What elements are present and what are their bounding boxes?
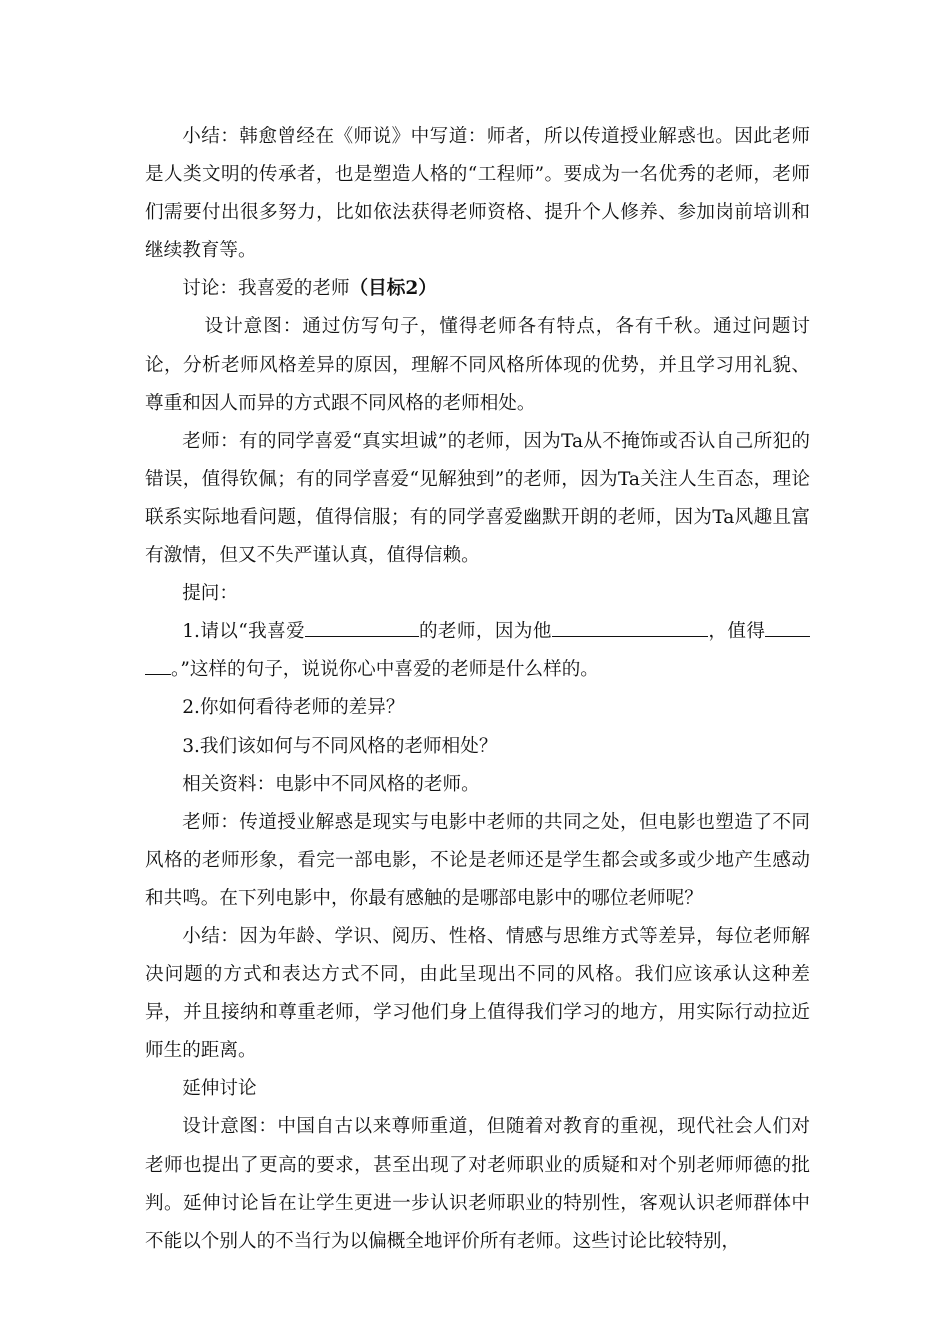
fill-blank-2: [552, 617, 708, 638]
related-material: 相关资料：电影中不同风格的老师。: [182, 773, 480, 795]
discussion-heading: [145, 270, 810, 308]
document-body: [145, 118, 810, 1261]
design-intent-paragraph-2: 设计意图：中国自古以来尊师重道，但随着对教育的重视，现代社会人们对老师也提出了更高的要求，甚至出现了对老师职业的质疑和对个别老师师德的批判。延伸讨论旨在让学生更进一步认识老师职业的特别性，客观认识老师群体中不能以个别人的不当行为以偏概全地评价所有老师。这些讨论比较特别，: [145, 1116, 810, 1252]
teacher-paragraph-1: 老师：有的同学喜爱“真实坦诚”的老师，因为Ta从不掩饰或否认自己所犯的错误，值得钦佩；有的同学喜爱“见解独到”的老师，因为Ta关注人生百态，理论联系实际地看问题，值得信服；有的同学喜爱幽默开朗的老师，因为Ta风趣且富有激情，但又不失严谨认真，值得信赖。: [145, 430, 810, 567]
fill-blank-1: [305, 617, 418, 638]
question-1-part-4: 。”这样的句子，说说你心中喜爱的老师是什么样的。: [171, 659, 599, 681]
summary-paragraph-1: 小结：韩愈曾经在《师说》中写道：师者，所以传道授业解惑也。因此老师是人类文明的传承者，也是塑造人格的“工程师”。要成为一名优秀的老师，老师们需要付出很多努力，比如依法获得老师资格、提升个人修养、参加岗前培训和继续教育等。: [145, 126, 810, 262]
discussion-heading-text: 讨论：我喜爱的老师: [182, 278, 350, 300]
extended-discussion-heading: 延伸讨论: [182, 1078, 257, 1100]
question-2: 2.你如何看待老师的差异？: [182, 697, 405, 719]
fill-blank-3a: [765, 617, 810, 638]
question-3: 3.我们该如何与不同风格的老师相处？: [182, 735, 498, 757]
discussion-heading-goal: （目标2）: [349, 278, 437, 300]
design-intent-paragraph-1: 设计意图：通过仿写句子，懂得老师各有特点，各有千秋。通过问题讨论，分析老师风格差异的原因，理解不同风格所体现的优势，并且学习用礼貌、尊重和因人而异的方式跟不同风格的老师相处。: [145, 316, 810, 414]
question-1-part-1: 1.请以“我喜爱: [182, 621, 306, 643]
question-1: [145, 613, 810, 689]
question-heading: 提问：: [182, 583, 238, 605]
summary-paragraph-2: 小结：因为年龄、学识、阅历、性格、情感与思维方式等差异，每位老师解决问题的方式和表达方式不同，由此呈现出不同的风格。我们应该承认这种差异，并且接纳和尊重老师，学习他们身上值得我们学习的地方，用实际行动拉近师生的距离。: [145, 925, 810, 1062]
question-1-part-3: ，值得: [708, 621, 766, 643]
teacher-paragraph-2: 老师：传道授业解惑是现实与电影中老师的共同之处，但电影也塑造了不同风格的老师形象，看完一部电影，不论是老师还是学生都会或多或少地产生感动和共鸣。在下列电影中，你最有感触的是哪部电影中的哪位老师呢？: [145, 811, 810, 909]
question-1-part-2: 的老师，因为他: [418, 621, 552, 643]
fill-blank-3b: [145, 655, 171, 676]
